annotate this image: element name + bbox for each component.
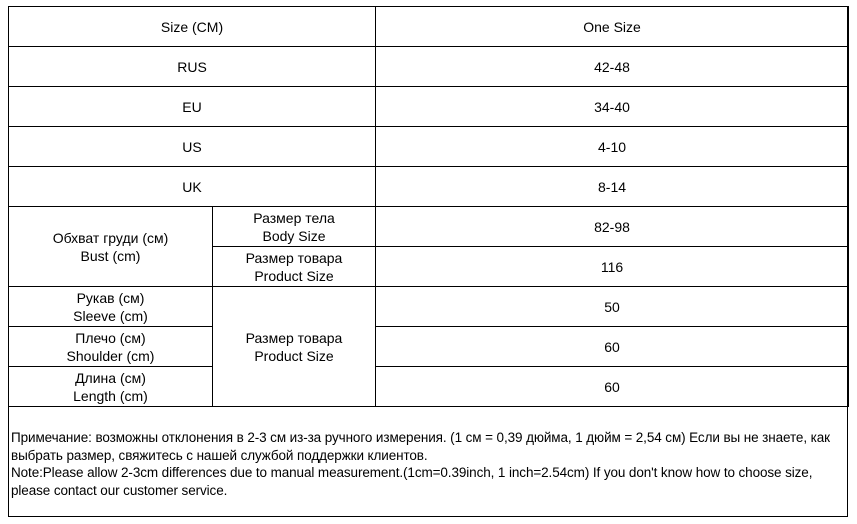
row-label: RUS bbox=[9, 47, 376, 87]
body-size-label-en: Body Size bbox=[262, 227, 326, 244]
row-label: UK bbox=[9, 167, 376, 207]
bust-product-label-en: Product Size bbox=[254, 267, 334, 284]
sleeve-row bbox=[9, 287, 849, 327]
row-label: EU bbox=[9, 87, 376, 127]
length-label bbox=[9, 367, 213, 407]
sleeve-label bbox=[9, 287, 213, 327]
row-value: 34-40 bbox=[376, 87, 849, 127]
length-row bbox=[9, 367, 849, 407]
size-row-rus bbox=[9, 47, 849, 87]
size-chart-table bbox=[8, 6, 849, 407]
length-label-ru: Длина (см) bbox=[75, 369, 146, 386]
header-label: Size (CM) bbox=[9, 7, 376, 47]
shoulder-row bbox=[9, 327, 849, 367]
size-row-us bbox=[9, 127, 849, 167]
length-label-en: Length (cm) bbox=[73, 387, 148, 404]
shoulder-label-ru: Плечо (см) bbox=[75, 329, 146, 346]
product-size-label-en: Product Size bbox=[254, 347, 334, 364]
row-value: 42-48 bbox=[376, 47, 849, 87]
bust-label bbox=[9, 207, 213, 287]
bust-body-row bbox=[9, 207, 849, 247]
bust-body-value: 82-98 bbox=[376, 207, 849, 247]
shoulder-value: 60 bbox=[376, 327, 849, 367]
shoulder-label-en: Shoulder (cm) bbox=[66, 347, 155, 364]
body-size-label bbox=[213, 207, 376, 247]
product-size-label-ru: Размер товара bbox=[245, 329, 343, 346]
size-row-eu bbox=[9, 87, 849, 127]
note-ru: Примечание: возможны отклонения в 2-3 см из-за ручного измерения. (1 см = 0,39 дюйма, 1 дюйм = 2,54 см) Если вы не знаете, как выбрать размер, свяжитесь с нашей службой поддержки клиентов. bbox=[11, 430, 830, 463]
size-row-uk bbox=[9, 167, 849, 207]
bust-product-label bbox=[213, 247, 376, 287]
shoulder-label bbox=[9, 327, 213, 367]
bust-label-en: Bust (cm) bbox=[80, 247, 141, 264]
length-value: 60 bbox=[376, 367, 849, 407]
product-size-label bbox=[213, 287, 376, 407]
bust-label-ru: Обхват груди (см) bbox=[52, 229, 169, 246]
header-row bbox=[9, 7, 849, 47]
sleeve-label-en: Sleeve (cm) bbox=[73, 307, 148, 324]
sleeve-value: 50 bbox=[376, 287, 849, 327]
row-label: US bbox=[9, 127, 376, 167]
row-value: 8-14 bbox=[376, 167, 849, 207]
bust-product-label-ru: Размер товара bbox=[245, 249, 343, 266]
row-value: 4-10 bbox=[376, 127, 849, 167]
bust-product-value: 116 bbox=[376, 247, 849, 287]
note-en: Note:Please allow 2-3cm differences due to manual measurement.(1cm=0.39inch, 1 inch=2.54cm) If you don't know how to choose size, please contact our customer service. bbox=[11, 465, 813, 498]
measurement-note bbox=[11, 429, 845, 499]
sleeve-label-ru: Рукав (см) bbox=[76, 289, 145, 306]
header-value: One Size bbox=[376, 7, 849, 47]
body-size-label-ru: Размер тела bbox=[253, 209, 335, 226]
